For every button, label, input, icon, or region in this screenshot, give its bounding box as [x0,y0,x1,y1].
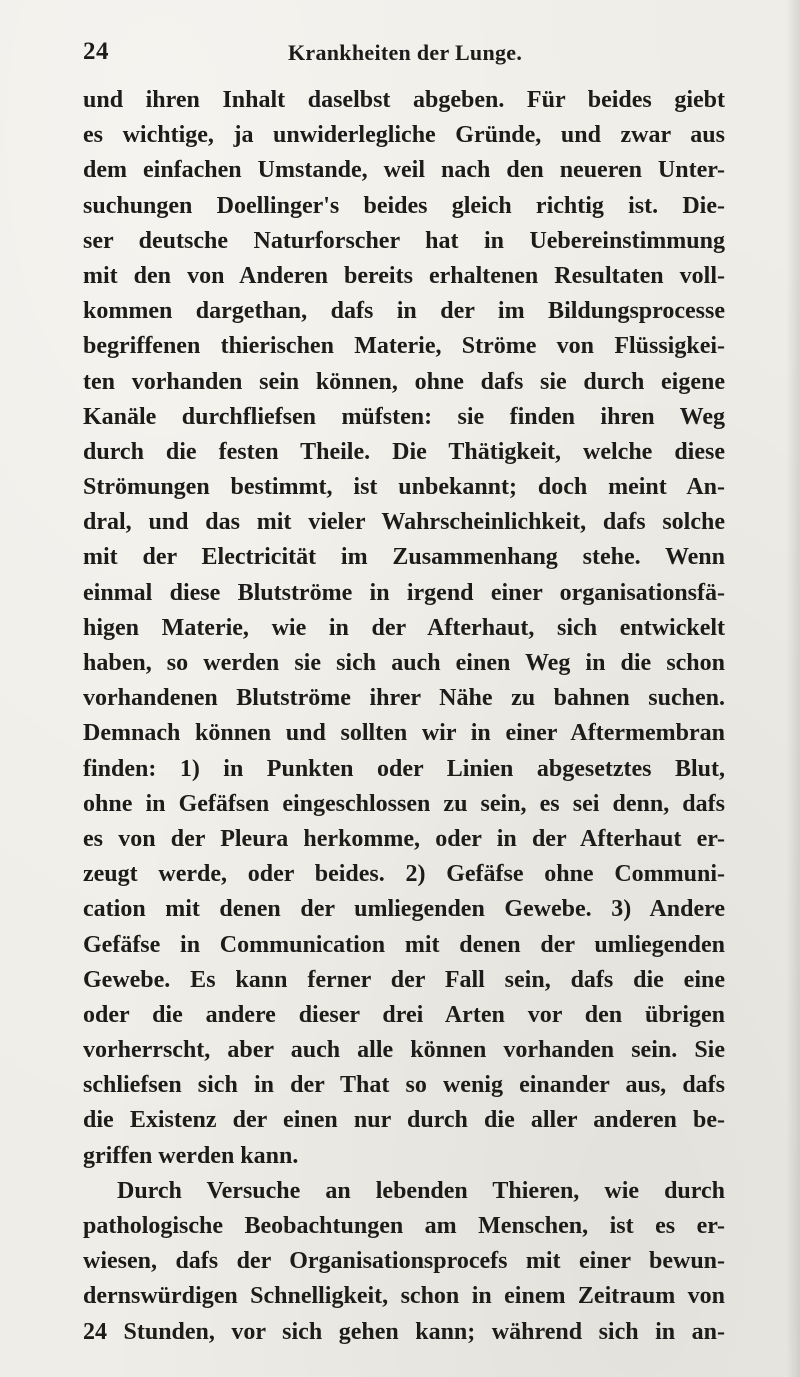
text-line: Gefäfse in Communication mit denen der umliegenden [83,931,725,958]
text-line: es von der Pleura herkomme, oder in der Afterhaut er- [83,825,725,852]
running-head: Krankheiten der Lunge. [288,40,523,65]
page-number: 24 [83,38,109,65]
text-line: haben, so werden sie sich auch einen Weg in die schon [83,650,725,676]
text-line: es wichtige, ja unwiderlegliche Gründe, und zwar aus [83,122,725,149]
text-line: Demnach können und sollten wir in einer Aftermembran [83,720,725,747]
text-line: ohne in Gefäfsen eingeschlossen zu sein, es sei denn, dafs [83,790,725,817]
text-line: Kanäle durchfliefsen müfsten: sie finden ihren Weg [83,403,725,430]
text-line: cation mit denen der umliegenden Gewebe. 3) Andere [83,896,725,923]
text-line: zeugt werde, oder beides. 2) Gefäfse ohne Communi- [83,861,725,888]
text-line: mit den von Anderen bereits erhaltenen Resultaten voll- [83,262,725,289]
text-line: finden: 1) in Punkten oder Linien abgesetztes Blut, [83,755,725,782]
text-line: durch die festen Theile. Die Thätigkeit, welche diese [83,438,725,465]
text-line: mit der Electricität im Zusammenhang stehe. Wenn [83,544,725,571]
text-line: higen Materie, wie in der Afterhaut, sich entwickelt [83,614,725,641]
text-line: begriffenen thierischen Materie, Ströme von Flüssigkei- [83,333,725,360]
text-line: vorherrscht, aber auch alle können vorhanden sein. Sie [83,1037,725,1064]
text-line: dernswürdigen Schnelligkeit, schon in einem Zeitraum von [83,1283,725,1310]
text-line: vorhandenen Blutströme ihrer Nähe zu bahnen suchen. [83,685,725,712]
text-line: pathologische Beobachtungen am Menschen, ist es er- [83,1213,725,1239]
page-edge-shadow [786,0,800,1377]
text-line: einmal diese Blutströme in irgend einer organisationsfä- [83,579,725,606]
paragraph-1 [83,83,725,1174]
text-line: schliefsen sich in der That so wenig einander aus, dafs [83,1072,725,1099]
text-line: suchungen Doellinger's beides gleich richtig ist. Die- [83,192,725,219]
body-text [83,83,725,1350]
page-header [83,38,723,74]
text-line: die Existenz der einen nur durch die aller anderen be- [83,1107,725,1134]
text-line: ser deutsche Naturforscher hat in Uebereinstimmung [83,227,725,254]
text-line: griffen werden kann. [83,1142,299,1169]
text-line: ten vorhanden sein können, ohne dafs sie durch eigene [83,368,725,395]
paragraph-2 [83,1174,725,1350]
text-line: dem einfachen Umstande, weil nach den neueren Unter- [83,157,725,184]
text-line: Gewebe. Es kann ferner der Fall sein, dafs die eine [83,966,725,993]
text-line: oder die andere dieser drei Arten vor den übrigen [83,1001,725,1028]
text-line: und ihren Inhalt daselbst abgeben. Für beides giebt [83,87,725,113]
text-line: kommen dargethan, dafs in der im Bildungsprocesse [83,298,725,325]
text-line: dral, und das mit vieler Wahrscheinlichkeit, dafs solche [83,509,725,536]
text-line: Durch Versuche an lebenden Thieren, wie durch [117,1177,725,1204]
text-line: wiesen, dafs der Organisationsprocefs mit einer bewun- [83,1248,725,1275]
text-line: 24 Stunden, vor sich gehen kann; während sich in an- [83,1318,725,1345]
text-line: Strömungen bestimmt, ist unbekannt; doch meint An- [83,474,725,501]
